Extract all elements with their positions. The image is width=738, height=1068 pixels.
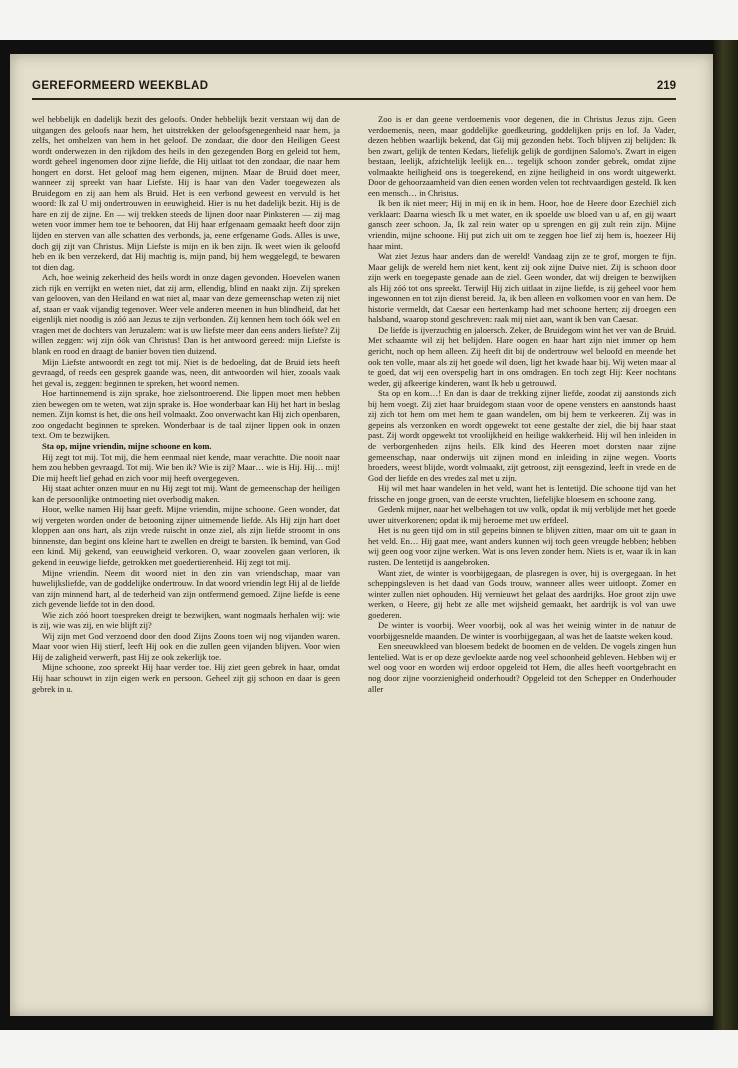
page-header xyxy=(32,78,676,98)
page-number: 219 xyxy=(656,80,676,92)
paragraph: Een sneeuwkleed van bloesem bedekt de boomen en de velden. De vogels zingen hun lentelied. Wat is er op deze gevloekte aarde nog veel schoonheid gebleven. Hebben wij er wel oog voor en worden wij erdoor opgeleid tot Hem, die alles heeft voortgebracht en nog door zijne voorzienigheid onderhoudt? Opgeleid tot den Schepper en Onderhouder aller xyxy=(368,641,676,694)
paragraph: De liefde is ijverzuchtig en jaloersch. Zeker, de Bruidegom wint het ver van de Bruid. Met schaamte wil zij het belijden. Hare oogen en haar hart zijn niet immer op hem gericht, noch op hem alleen. Zij heeft dit bij de ondertrouw wel beloofd en meende het ook ten volle, maar als zij het goede wil doen, ligt het kwade haar bij. Wij weten maar al te goed, dat wij een overspelig hart in ons omdragen. En toch zegt Hij: Keer nochtans weder, gij afkeerige kinderen, want Ik heb u getrouwd. xyxy=(368,324,676,388)
paragraph: Mijn Liefste antwoordt en zegt tot mij. Niet is de bedoeling, dat de Bruid iets heeft gevraagd, of reeds een gesprek gaande was, neen, dit antwoorden wil hier, zooals vaak het geval is, zeggen: beginnen te spreken, het woord nemen. xyxy=(32,356,340,388)
paragraph: Zoo is er dan geene verdoemenis voor degenen, die in Christus Jezus zijn. Geen verdoemenis, neen, maar goddelijke goedkeuring, goddelijken prijs en lof. Ja Vader, dezen hebben waarlijk bekend, dat Gij mij gezonden hebt. Toch blijven zij belijden: Ik ben zwart, gelijk de tenten Kedars, liefelijk gelijk de gordijnen Salomo's. Zwart in eigen bestaan, leelijk, afzichtelijk leelijk en… tegelijk schoon zonder gebrek, omdat zijne volmaakte heiligheid ons is toegerekend, en zijne heiligheid in ons wordt uitgewerkt. Door de gehoorzaamheid van dien eenen worden velen tot rechtvaardigen gesteld. Ik ken een mensch… in Christus. xyxy=(368,114,676,198)
paragraph: Want ziet, de winter is voorbijgegaan, de plasregen is over, hij is overgegaan. In het scheppingsleven is het daad van Gods trouw, wanneer alles weer uitloopt. Zomer en winter zullen niet ophouden. Hij vernieuwt het gelaat des aardrijks. Hoe groot zijn uwe werken, o Heere, gij hebt ze alle met wijsheid gemaakt, het aardrijk is vol van uwe goederen. xyxy=(368,567,676,620)
paragraph: Hoe hartinnemend is zijn sprake, hoe zielsontroerend. Die lippen moet men hebben zien bewegen om te weten, wat zijn sprake is. Hoe wonderbaar kan Hij het hart in beslag nemen. Zijn komst is het, die ons heil volmaakt. Zoo onverwacht kan Hij zich openbaren, zoo ongedacht beginnen te spreken. Wonderbaar is de taal zijner lippen ook in onzen text. Om te bezwijken. xyxy=(32,388,340,441)
header-rule xyxy=(32,98,676,100)
paragraph: Hij zegt tot mij. Tot mij, die hem eenmaal niet kende, maar verachtte. Die nooit naar hem zou hebben gevraagd. Tot mij. Wie ben ik? Wie is zij? Maar… wie is Hij. Hij… mij! Die mij heeft lief gehad en zich voor mij heeft overgegeven. xyxy=(32,451,340,483)
paragraph: Mijne schoone, zoo spreekt Hij haar verder toe. Hij ziet geen gebrek in haar, omdat Hij haar schouwt in zijn eigen werk en persoon. Geheel zijt gij schoon en daar is geen gebrek in u. xyxy=(32,662,340,694)
paragraph: Gedenk mijner, naar het welbehagen tot uw volk, opdat ik mij verblijde met het goede uwer uitverkorenen; opdat ik mij beroeme met uw erfdeel. xyxy=(368,504,676,525)
magazine-page xyxy=(10,54,713,1016)
paragraph: Ik ben ik niet meer; Hij in mij en ik in hem. Hoor, hoe de Heere door Ezechiël zich verklaart: Daarna wiesch Ik u met water, en ik spoelde uw bloed van u af, en gij waart gansch zeer schoon. Ja, Ik zal rein water op u sprengen en gij zult rein zijn. Mijne vriendin, mijne schoone. Hij put zich uit om te zeggen hoe lief zij hem is, hoezeer Hij haar mint. xyxy=(368,198,676,251)
paragraph: Wie zich zóó hoort toespreken dreigt te bezwijken, want nogmaals herhalen wij: wie is zij, wie was zij, en wie blijft zij? xyxy=(32,609,340,631)
text-column-left xyxy=(32,114,340,694)
paragraph: Ach, hoe weinig zekerheid des heils wordt in onze dagen gevonden. Hoevelen wanen zich rijk en verrijkt en weten niet, dat zij arm, ellendig, blind en naakt zijn. Zij spreken van gelooven, van den Heiland en wat niet al, maar van deze gemeenschap weten zij niet af, staan er vaak vijandig tegenover. Weer vele anderen meenen in hun blindheid, dat het eigenlijk niet noodig is zóó aan Jezus te zijn verbonden. Zij kennen hem toch óók wel en vragen met de dochters van Jeruzalem: wat is uw liefste meer dan eens anders liefste? Zij willen zeggen: wij zijn óók van Christus! Dan is het antwoord gereed: mijn Liefste is blank en rood en draagt de banier boven tien duizend. xyxy=(32,272,340,357)
book-spine xyxy=(713,40,738,1030)
paragraph: Hoor, welke namen Hij haar geeft. Mijne vriendin, mijne schoone. Geen wonder, dat wij vergeten worden onder de betooning zijner uitnemende liefde. Als Hij zijn hart doet kloppen aan ons hart, als zijn vrede ruischt in onze ziel, als zijn liefde stroomt in ons binnenste, dan begint ons kleine hart te zwellen en dreigt te barsten. Ik bemind, van God een kind. Mij gekend, van eeuwigheid verkoren. O, waar zoovelen gaan verloren, ik gekend in eeuwige liefde, getrokken met goedertierenheid. Hij zegt tot mij. xyxy=(32,504,340,567)
paragraph: Wat ziet Jezus haar anders dan de wereld! Vandaag zijn ze te grof, morgen te fijn. Maar gelijk de wereld hem niet kent, kent zij ook zijne Duive niet. Zij is schoon door zijn werk en toegepaste genade aan de ziel. Geen wonder, dat wij dreigen te bezwijken als Hij zóó tot ons spreekt. Terwijl Hij zich uitlaat in zijne liefde, is zij geheel voor hem ingewonnen en tot zijn dienst bereid. Ja, ik ben alleen en volkomen voor en van hem. De historie vermeldt, dat Caesar een hertenkamp had met schoone herten; zij droegen een halsband, waarop stond geschreven: raak mij niet aan, want ik ben van Caesar. xyxy=(368,251,676,325)
paragraph: Mijne vriendin. Neem dit woord niet in den zin van vriendschap, maar van huwelijksliefde, van de goddelijke ondertrouw. In dat woord vriendin legt Hij al de liefde van zijn minnend hart, al de tederheid van zijn ontfermend gemoed. Zijne liefde is eene zich gevende liefde tot in den dood. xyxy=(32,567,340,610)
paragraph: Sta op en kom…! En dan is daar de trekking zijner liefde, zoodat zij aanstonds zich bij hem voegt. Zij ziet haar bruidegom staan voor de opene vensters en aanstonds haast zij zich tot hem om met hem te gaan wandelen, om bij hem te verkeeren. Zij was in gepeins als verzonken en wordt opgewekt tot eene gestalte der ziel, die bij haar staat past. Zij wordt opgewekt tot vroolijkheid en heilige wakkerheid. Hij wil hen inleiden in de verborgenheden zijns heils. Elk kind des Heeren moet dorsten naar zijne gemeenschap, naar onderwijs uit zijnen mond en inleiding in zijne wegen. Voorts broeders, weest blijde, wordt volmaakt, zijt getroost, zijt eensgezind, leeft in vrede en de God der liefde en des vredes zal met u zijn. xyxy=(368,388,676,483)
paragraph: Wij zijn met God verzoend door den dood Zijns Zoons toen wij nog vijanden waren. Maar voor wien Hij stierf, leeft Hij ook en die zullen geen vijanden blijven. Voor wien Hij de zaligheid verwerft, past Hij ze ook zekerlijk toe. xyxy=(32,630,340,662)
paragraph: Hij staat achter onzen muur en nu Hij zegt tot mij. Want de gemeenschap der heiligen kan de persoonlijke ontmoeting niet overbodig maken. xyxy=(32,483,340,504)
publication-title: GEREFORMEERD WEEKBLAD xyxy=(32,80,209,92)
paragraph: De winter is voorbij. Weer voorbij, ook al was het weinig winter in de natuur de voorbijgesnelde maanden. De winter is voorbijgegaan, al was het de laatste weken koud. xyxy=(368,620,676,641)
text-column-right xyxy=(368,114,676,694)
paragraph: Hij wil met haar wandelen in het veld, want het is lentetijd. Die schoone tijd van het frissche en jonge groen, van de eerste vruchten, liefelijke bloesem en schoone zang. xyxy=(368,483,676,504)
paragraph: wel hebbelijk en dadelijk bezit des geloofs. Onder hebbelijk bezit verstaan wij dan de uitgangen des geloofs naar hem, het uitstrekken der geloofsgenegenheid naar hem, ja zelfs, het omhelzen van hem in het geloof. De zondaar, die door den Heiligen Geest wordt onderwezen in den rijkdom des heils in den gezegenden Borg en geleid tot hem, wordt geheel ingenomen door zijne liefde, die Hij uitlaat tot den zondaar, die naar hem hongert en dorst. Het geloof mag hem eigenen, mijnen. Maar de Bruid doet meer, wanneer zij spreekt van haar Liefste. Hij is haar van den Vader toegewezen als Bruidegom en zij aan hem als Bruid. Het is een verbond geweest en vervuld is het woord: Ik zal U mij ondertrouwen in eeuwigheid. Hier is nu het dadelijk bezit. Hij is de hare en zij de zijne. En — wij trekken steeds de lijnen door naar Pinksteren — zij mag weten voor immer hem toe te behooren, dat Hij haar erfgenaam gemaakt heeft door zijn lijden en sterven van alle schatten des verbonds, ja, eene erfgename Gods. Alles is uwe, doch gij zijt van Christus. Mijn Liefste is mijn en ik ben zijn. Ik weet wien ik geloofd heb en ik ben verzekerd, dat Hij machtig is, mijn pand, bij hem weggelegd, te bewaren tot dien dag. xyxy=(32,114,340,272)
paragraph: Het is nu geen tijd om in stil gepeins binnen te blijven zitten, maar om uit te gaan in het veld. En… Hij gaat mee, want anders kunnen wij toch geen vreugde hebben; hebben wij geen oog voor zijne werken. Wat is ons leven zonder hem. Niets is er, waar ik in kan rusten. De lentetijd is aangebroken. xyxy=(368,525,676,567)
paragraph-emphasis: Sta op, mijne vriendin, mijne schoone en kom. xyxy=(42,440,212,451)
